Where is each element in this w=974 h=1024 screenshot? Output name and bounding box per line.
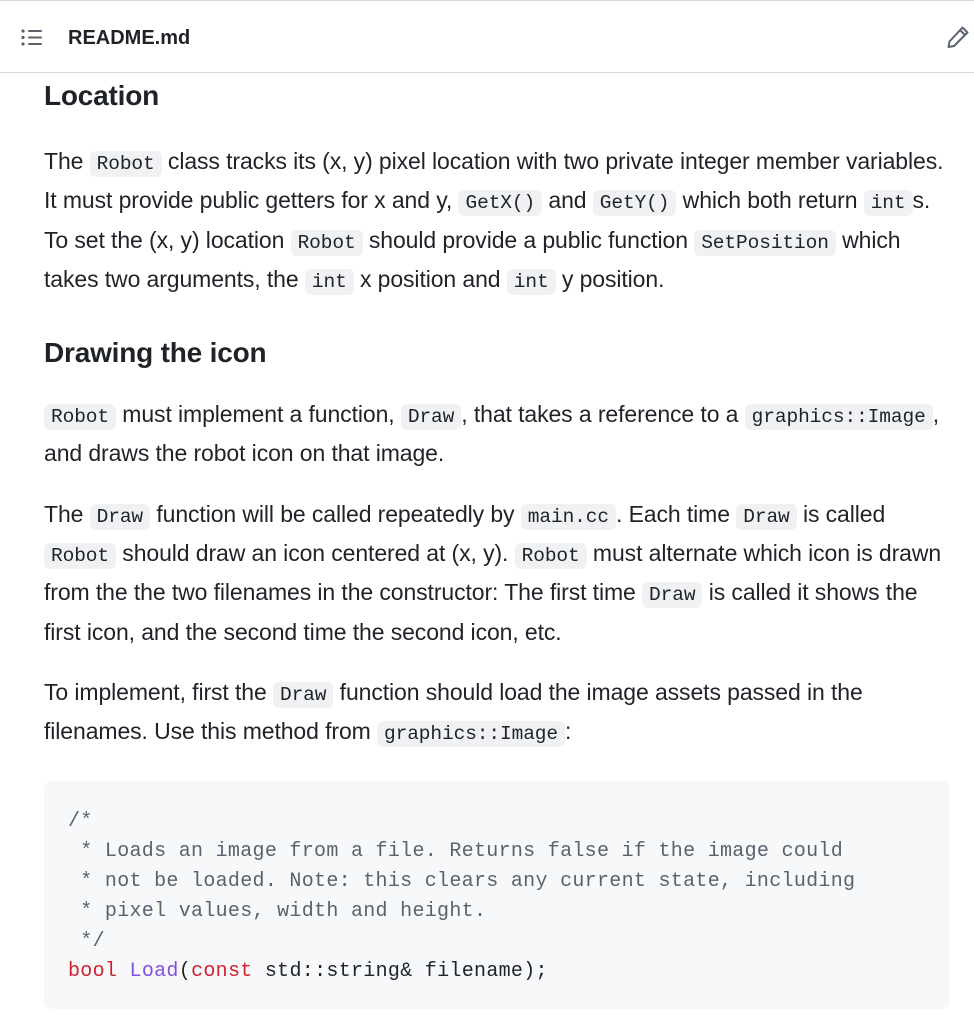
text: which both return <box>676 187 864 214</box>
code-comment-line: * pixel values, width and height. <box>68 899 487 923</box>
text: function will be called repeatedly by <box>150 500 521 527</box>
inline-code: Draw <box>90 504 150 530</box>
text: , and draws the robot icon on that image. <box>44 401 939 467</box>
code-keyword: const <box>191 959 253 983</box>
text: is called it shows the first icon, and the second time the second icon, etc. <box>44 579 918 645</box>
list-unordered-icon[interactable] <box>18 23 46 51</box>
text: is called <box>796 500 886 527</box>
text: . Each time <box>615 500 737 527</box>
inline-code: Robot <box>44 543 116 569</box>
inline-code: Robot <box>515 543 587 569</box>
text: class tracks its (x, y) pixel location with two private integer member variables. It must provide public getters for x and y, <box>44 148 944 214</box>
code-comment-line: */ <box>68 929 105 953</box>
file-header <box>0 0 974 73</box>
heading-drawing-the-icon: Drawing the icon <box>44 337 267 369</box>
inline-code: graphics::Image <box>745 404 933 430</box>
code-comment-line: /* <box>68 809 93 833</box>
pencil-icon[interactable] <box>944 23 972 51</box>
inline-code: SetPosition <box>694 230 836 256</box>
text: function should load the image assets passed in the filenames. Use this method from <box>44 678 863 745</box>
text: The <box>44 148 90 174</box>
inline-code: Robot <box>291 230 363 256</box>
text: : <box>565 718 572 745</box>
text: and <box>542 187 593 214</box>
text: should draw an icon centered at (x, y). <box>116 540 515 567</box>
text: The <box>44 500 90 527</box>
inline-code: GetY() <box>593 190 677 216</box>
text: s. To set the (x, y) location <box>44 187 931 253</box>
inline-code: main.cc <box>521 504 616 530</box>
inline-code: GetX() <box>458 190 542 216</box>
text: must alternate which icon is drawn from the the two filenames in the constructor: The first time <box>44 540 942 606</box>
inline-code: graphics::Image <box>377 721 565 747</box>
drawing-paragraph-1 <box>44 396 956 472</box>
file-name[interactable]: README.md <box>68 27 191 49</box>
drawing-paragraph-3 <box>44 674 956 753</box>
inline-code: int <box>305 269 354 295</box>
text: which takes two arguments, the <box>44 226 901 292</box>
code-comment-line: * Loads an image from a file. Returns false if the image could <box>68 839 844 863</box>
inline-code: Draw <box>401 404 461 430</box>
text: , that takes a reference to a <box>461 401 745 428</box>
inline-code: Draw <box>273 682 333 708</box>
heading-location: Location <box>44 80 160 111</box>
inline-code: int <box>864 190 913 216</box>
readme-content <box>44 73 956 1009</box>
code-text: std::string& filename); <box>252 959 548 983</box>
code-punct: ( <box>178 959 192 983</box>
inline-code: Robot <box>90 151 162 177</box>
text: y position. <box>555 265 665 292</box>
code-comment-line: * not be loaded. Note: this clears any current state, including <box>68 869 856 893</box>
code-keyword: bool <box>68 959 118 983</box>
inline-code: Draw <box>736 504 796 530</box>
inline-code: int <box>507 269 556 295</box>
code-block <box>44 781 950 1009</box>
text: To implement, first the <box>44 678 273 705</box>
code-function-name: Load <box>129 959 179 983</box>
text: must implement a function, <box>116 401 401 428</box>
drawing-paragraph-2 <box>44 496 956 650</box>
location-paragraph <box>44 143 956 300</box>
text: x position and <box>353 265 507 292</box>
inline-code: Draw <box>642 582 702 608</box>
text: should provide a public function <box>362 226 695 253</box>
inline-code: Robot <box>44 404 116 430</box>
